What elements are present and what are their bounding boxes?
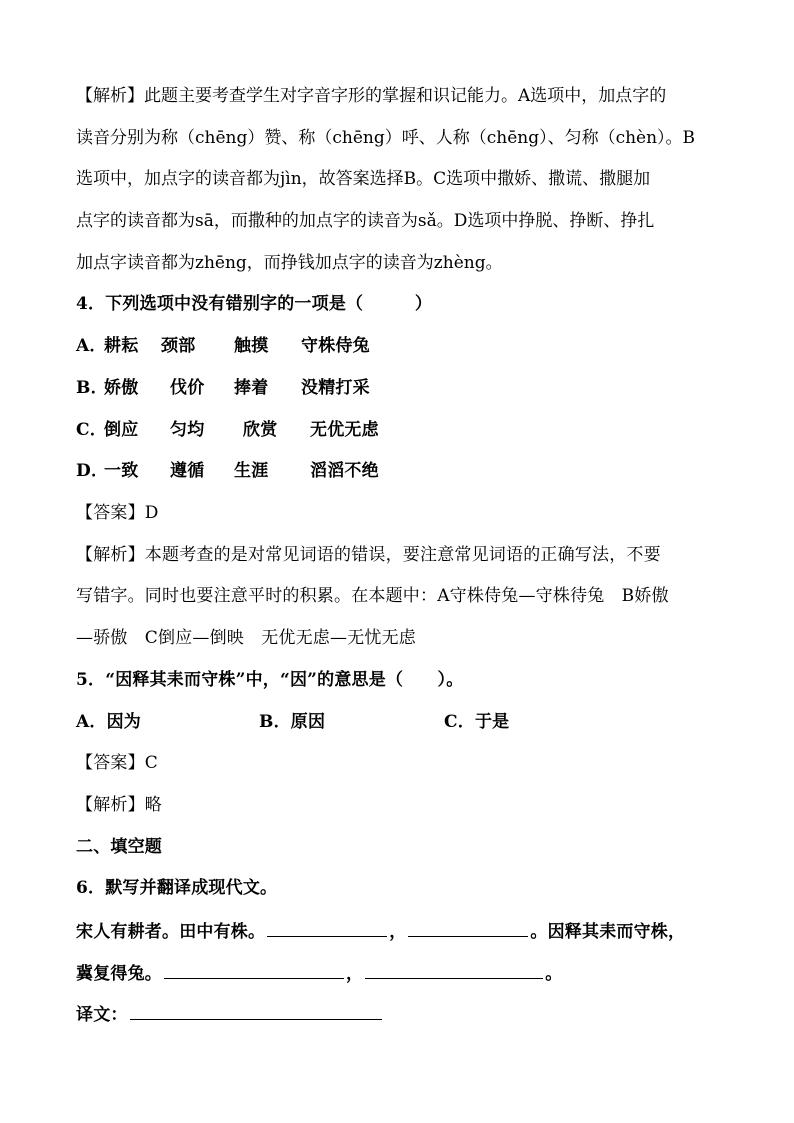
option-word: 匀均 — [170, 420, 205, 440]
q6-text: 。 — [545, 964, 563, 984]
q3-analysis-line-1: 【解析】此题主要考查学生对字音字形的掌握和识记能力。A选项中，加点字的 — [76, 86, 667, 106]
q3-analysis-line-2: 读音分别为称（chēng）赞、称（chēng）呼、人称（chēng）、匀称（chèn）。B — [76, 128, 696, 148]
option-text: 原因 — [290, 712, 326, 732]
q6-translation-line — [76, 1001, 384, 1027]
option-label: B． — [259, 712, 291, 732]
fill-blank[interactable] — [408, 918, 528, 937]
option-label: D． — [76, 461, 109, 481]
q4-option-d — [76, 459, 379, 483]
q6-question: 6．默写并翻译成现代文。 — [76, 878, 278, 898]
q5-option-b — [259, 710, 325, 734]
q3-analysis-line-3: 选项中，加点字的读音都为jìn，故答案选择B。C选项中撒娇、撒谎、撒腿加 — [76, 169, 651, 189]
option-word: 一致 — [104, 461, 139, 481]
option-label: B． — [76, 378, 108, 398]
q5-option-a — [76, 710, 141, 734]
section-title: 二、填空题 — [76, 837, 162, 857]
option-word: 遵循 — [170, 461, 205, 481]
q3-analysis-line-5: 加点字读音都为zhēng，而挣钱加点字的读音为zhèng。 — [76, 253, 503, 273]
fill-blank[interactable] — [164, 960, 344, 979]
option-word: 守株侍兔 — [301, 336, 370, 356]
q6-separator: ， — [389, 922, 407, 942]
q4-analysis-line-1: 【解析】本题考查的是对常见词语的错误，要注意常见词语的正确写法，不要 — [76, 545, 661, 565]
fill-blank[interactable] — [267, 918, 387, 937]
option-word: 生涯 — [234, 461, 269, 481]
option-word: 滔滔不绝 — [310, 461, 379, 481]
q6-line-2 — [76, 960, 562, 986]
translation-blank[interactable] — [130, 1001, 382, 1020]
option-word: 耕耘 — [104, 336, 139, 356]
q4-option-b — [76, 376, 370, 400]
q5-option-c — [444, 710, 509, 734]
option-label: A． — [76, 336, 107, 356]
q5-answer: 【答案】C — [76, 753, 159, 773]
option-word: 娇傲 — [104, 378, 139, 398]
q4-option-c — [76, 418, 379, 442]
option-word: 颈部 — [161, 336, 196, 356]
option-word: 无优无虑 — [310, 420, 379, 440]
option-word: 触摸 — [234, 336, 269, 356]
q6-text: 宋人有耕者。田中有株。 — [76, 922, 266, 942]
option-text: 因为 — [106, 712, 141, 732]
option-word: 伐价 — [170, 378, 205, 398]
option-word: 欣赏 — [243, 420, 278, 440]
option-label: C． — [76, 420, 107, 440]
option-word: 倒应 — [104, 420, 139, 440]
q4-option-a — [76, 334, 370, 358]
translation-label: 译文： — [76, 1005, 128, 1025]
q5-question: 5．“因释其耒而守株”中，“因”的意思是（ ）。 — [76, 670, 464, 690]
option-label: A． — [76, 712, 107, 732]
q3-analysis-line-4: 点字的读音都为sā，而撒种的加点字的读音为sǎ。D选项中挣脱、挣断、挣扎 — [76, 211, 655, 231]
q4-question: 4．下列选项中没有错别字的一项是（ ） — [76, 294, 433, 314]
q4-analysis-line-3: —骄傲 C倒应—倒映 无优无虑—无忧无虑 — [76, 628, 417, 648]
q6-text: 。因释其耒而守株， — [530, 922, 686, 942]
q6-separator: ， — [346, 964, 364, 984]
option-word: 没精打采 — [301, 378, 370, 398]
option-word: 捧着 — [234, 378, 269, 398]
q6-line-1 — [76, 918, 685, 944]
option-text: 于是 — [474, 712, 510, 732]
q4-analysis-line-2: 写错字。同时也要注意平时的积累。在本题中：A守株侍兔—守株待兔 B娇傲 — [76, 586, 669, 606]
q4-answer: 【答案】D — [76, 503, 159, 523]
fill-blank[interactable] — [365, 960, 543, 979]
q6-text: 冀复得兔。 — [76, 964, 162, 984]
q5-analysis: 【解析】略 — [76, 795, 162, 815]
option-label: C． — [444, 712, 475, 732]
